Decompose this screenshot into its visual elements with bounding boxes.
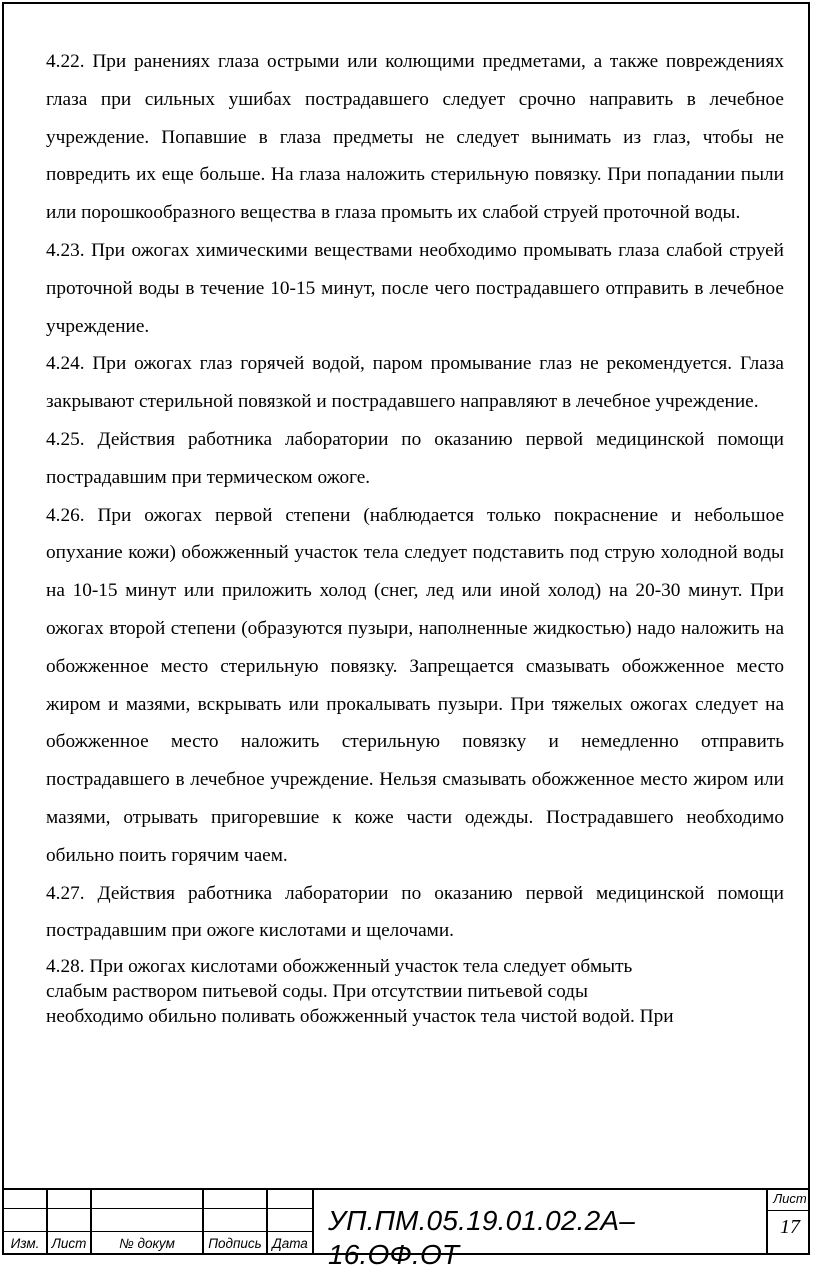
title-block-col-line [766,1188,768,1254]
paragraph-4-26: 4.26. При ожогах первой степени (наблюдается только покраснение и небольшое опухание кожи) обожженный участок тела следует подставить под струю холодной воды на 10-15 минут или приложить холод (снег, лед или иной холод) на 20-30 минут. При ожогах второй степени (образуются пузыри, наполненные жидкостью) надо наложить на обожженное место стерильную повязку. Запрещается смазывать обожженное место жиром и мазями, вскрывать или прокалывать пузыри. При тяжелых ожогах следует на обожженное место наложить стерильную повязку и немедленно отправить пострадавшего в лечебное учреждение. Нельзя смазывать обожженное место жиром или мазями, отрывать пригоревшие к коже части одежды. Пострадавшего необходимо обильно поить горячим чаем. [46,504,784,866]
paragraph-4-28-line: слабым раствором питьевой соды. При отсутствии питьевой соды [46,981,588,1003]
title-block [2,1188,810,1270]
document-body [46,43,784,1029]
sheet-cell-divider [768,1210,810,1211]
paragraph-4-28-line: необходимо обильно поливать обожженный участок тела чистой водой. При [46,1006,674,1028]
paragraph-4-22: 4.22. При ранениях глаза острыми или колющими предметами, а также повреждениях глаза при сильных ушибах пострадавшего следует срочно направить в лечебное учреждение. Попавшие в глаза предметы не следует вынимать из глаз, чтобы не повредить их еще больше. На глаза наложить стерильную повязку. При попадании пыли или порошкообразного вещества в глаза промыть их слабой струей проточной воды. [46,51,784,224]
paragraph-4-28-line: 4.28. При ожогах кислотами обожженный участок тела следует обмыть [46,956,633,978]
title-block-col-line [312,1188,314,1254]
col-label-izm: Изм. [10,1236,40,1251]
title-block-top-border [2,1188,810,1190]
col-label-doc-no: № докум [119,1236,175,1251]
paragraph-4-23: 4.23. При ожогах химическими веществами необходимо промывать глаза слабой струей проточной воды в течение 10-15 минут, после чего пострадавшего отправить в лечебное учреждение. [46,239,784,337]
col-label-date: Дата [272,1236,308,1251]
paragraph-4-27: 4.27. Действия работника лаборатории по оказанию первой медицинской помощи пострадавшим при ожоге кислотами и щелочами. [46,882,784,942]
sheet-number: 17 [780,1216,800,1238]
col-label-signature: Подпись [208,1236,262,1251]
col-label-list: Лист [51,1236,87,1251]
paragraph-4-28 [46,954,784,1029]
paragraph-4-25: 4.25. Действия работника лаборатории по оказанию первой медицинской помощи пострадавшим при термическом ожоге. [46,428,784,488]
paragraph-4-24: 4.24. При ожогах глаз горячей водой, паром промывание глаз не рекомендуется. Глаза закрывают стерильной повязкой и пострадавшего направляют в лечебное учреждение. [46,353,784,413]
document-code: УП.ПМ.05.19.01.02.2А–16.ОФ.ОТ [328,1205,636,1270]
sheet-label: Лист [773,1191,807,1206]
